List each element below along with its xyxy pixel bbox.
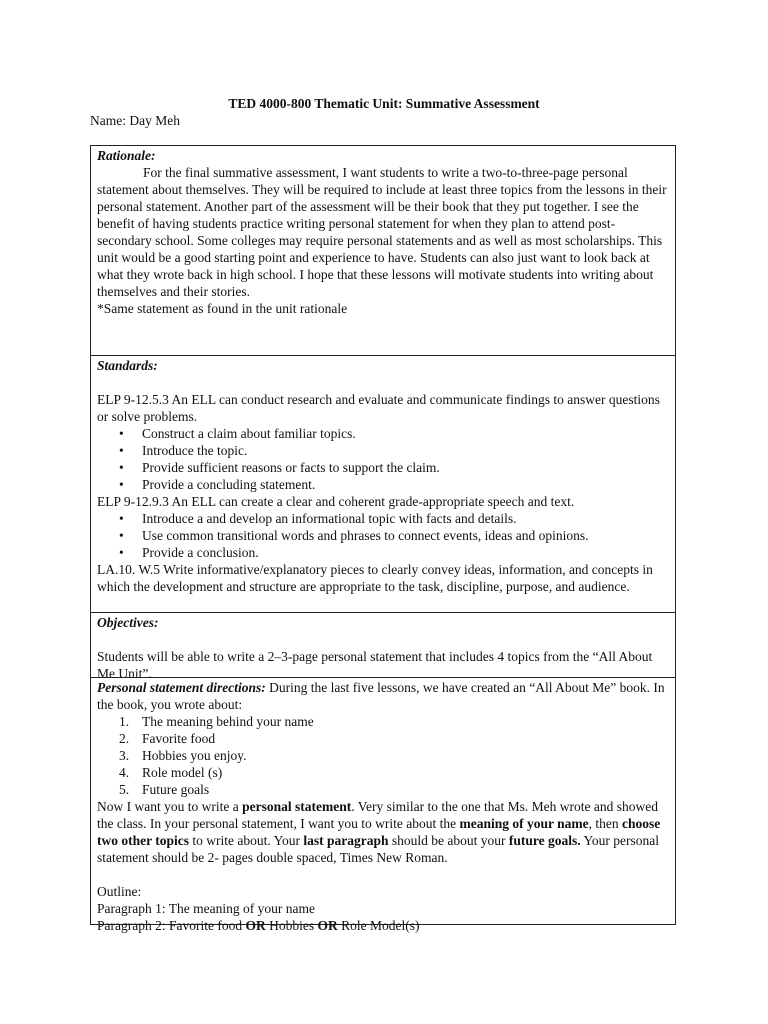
outline-paragraph-1: Paragraph 1: The meaning of your name: [97, 901, 315, 916]
standards-section: [90, 355, 676, 613]
rationale-section: [90, 145, 676, 356]
text-run: , then: [588, 816, 623, 831]
emphasis-future-goals: future goals.: [508, 833, 581, 848]
list-item: [97, 781, 669, 798]
list-item: • Construct a claim about familiar topics.: [97, 425, 669, 442]
list-number: 4.: [119, 765, 130, 780]
text-run: should be about your: [388, 833, 509, 848]
spacer: [97, 374, 669, 391]
directions-section: [90, 677, 676, 933]
list-item: [97, 730, 669, 747]
text-run: . Very similar to the one that Ms. Meh wrote and showed the class. In your personal statement, I want you to write about the: [97, 799, 659, 831]
rationale-note: *Same statement as found in the unit rationale: [97, 301, 348, 316]
text-run: Your personal statement should be 2- pages double spaced, Times New Roman.: [97, 833, 660, 865]
standard-elp-5-3: ELP 9-12.5.3 An ELL can conduct research and evaluate and communicate findings to answer questions or solve problems.: [97, 392, 660, 424]
list-item: • Provide a concluding statement.: [97, 476, 669, 493]
standard-elp-9-3-list: [97, 510, 669, 561]
list-item: • Introduce the topic.: [97, 442, 669, 459]
standard-elp-5-3-list: [97, 425, 669, 493]
text-run: Now I want you to write a: [97, 799, 243, 814]
or-keyword: OR: [245, 918, 266, 933]
text-run: Hobbies: [265, 918, 318, 933]
list-number: 5.: [119, 782, 130, 797]
topics-list: [97, 713, 669, 798]
directions-heading: Personal statement directions:: [97, 680, 266, 695]
rationale-body: For the final summative assessment, I want students to write a two-to-three-page personal statement about themselves. They will be required to include at least three topics from the lessons in their personal statement. Another part of the assessment will be their book that they put together. I see the benefit of having students practice writing personal statement for when they plan to attend post-secondary school. Some colleges may require personal statements and as well as most scholarships. This unit would be a good starting point and experience to have. Students can also just want to look back at what they wrote back in high school. I hope that these lessons will motivate students into writing about themselves and their stories.: [97, 165, 667, 299]
standards-heading: Standards:: [97, 358, 158, 373]
list-item: • Provide sufficient reasons or facts to support the claim.: [97, 459, 669, 476]
list-number: 1.: [119, 714, 130, 729]
standard-elp-9-3: ELP 9-12.9.3 An ELL can create a clear and coherent grade-appropriate speech and text.: [97, 494, 575, 509]
list-item-text: The meaning behind your name: [142, 714, 314, 729]
text-run: Paragraph 2: Favorite food: [97, 918, 246, 933]
document-title: TED 4000-800 Thematic Unit: Summative Assessment: [228, 96, 540, 111]
directions-intro: During the last five lessons, we have created an “All About Me” book. In the book, you wrote about:: [97, 680, 665, 712]
text-run: to write about. Your: [189, 833, 304, 848]
list-item: • Introduce a and develop an informational topic with facts and details.: [97, 510, 669, 527]
directions-intro-paragraph: [97, 679, 669, 713]
or-keyword: OR: [317, 918, 338, 933]
list-item: [97, 747, 669, 764]
directions-instructions: [97, 798, 669, 866]
objectives-heading: Objectives:: [97, 615, 159, 630]
objectives-section: [90, 612, 676, 681]
list-item: [97, 713, 669, 730]
list-item: • Use common transitional words and phrases to connect events, ideas and opinions.: [97, 527, 669, 544]
list-item-text: Role model (s): [142, 765, 223, 780]
outline-label: Outline:: [97, 884, 142, 899]
emphasis-personal-statement: personal statement: [242, 799, 352, 814]
emphasis-meaning-of-name: meaning of your name: [459, 816, 589, 831]
list-number: 3.: [119, 748, 130, 763]
list-item: [97, 764, 669, 781]
outline-paragraph-2: [97, 917, 669, 934]
list-item-text: Hobbies you enjoy.: [142, 748, 247, 763]
list-item: • Provide a conclusion.: [97, 544, 669, 561]
emphasis-last-paragraph: last paragraph: [303, 833, 389, 848]
text-run: Role Model(s): [337, 918, 420, 933]
list-item-text: Future goals: [142, 782, 210, 797]
spacer: [97, 631, 669, 648]
list-item-text: Favorite food: [142, 731, 216, 746]
author-name: Name: Day Meh: [90, 113, 180, 128]
standard-la-w5: LA.10. W.5 Write informative/explanatory pieces to clearly convey ideas, information, and concepts in which the development and structure are appropriate to the task, discipline, purpose, and audience.: [97, 562, 653, 594]
list-number: 2.: [119, 731, 130, 746]
spacer: [97, 866, 669, 883]
objectives-body: Students will be able to write a 2–3-page personal statement that includes 4 topics from the “All About Me Unit”.: [97, 649, 653, 681]
emphasis-two-topics: choose two other topics: [97, 816, 661, 848]
rationale-heading: Rationale:: [97, 148, 156, 163]
